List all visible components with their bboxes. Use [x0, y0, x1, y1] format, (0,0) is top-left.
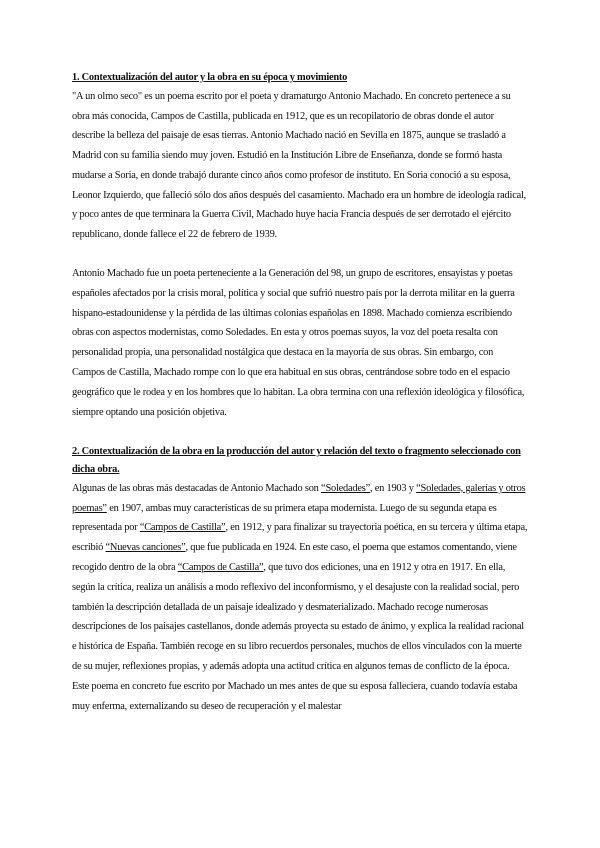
work-title-campos-de-castilla: “Campos de Castilla”: [139, 522, 226, 534]
paragraph-spacer: [72, 245, 528, 264]
section-1-paragraph-2: Antonio Machado fue un poeta perteneciente a la Generación del 98, un grupo de escritores, ensayistas y poetas españoles afectados por la crisis moral, política y social que sufrió nuestro país por la derrota militar en la guerra hispano-estadounidense y la pérdida de las últimas colonias españolas en 1898. Machado comienza escribiendo obras con aspectos modernistas, como Soledades. En esta y otros poemas suyos, la voz del poeta resalta con personalidad propia, una personalidad nostálgica que destaca en la mayoría de sus obras. Sin embargo, con Campos de Castilla, Machado rompe con lo que era habitual en sus obras, centrándose sobre todo en el espacio geográfico que le rodea y en los hombres que lo habitan. La obra termina con una reflexión ideológica y filosófica, siempre optando una posición objetiva.: [72, 268, 525, 418]
section-1-paragraph-1: "A un olmo seco" es un poema escrito por el poeta y dramaturgo Antonio Machado. En concreto pertenece a su obra más conocida, Campos de Castilla, publicada en 1912, que es un recopilatorio de obras donde el autor describe la belleza del paisaje de esas tierras. Antonio Machado nació en Sevilla en 1875, aunque se trasladó a Madrid con su familia siendo muy joven. Estudió en la Institución Libre de Enseñanza, donde se formó hasta mudarse a Soria, en donde trabajó durante cinco años como profesor de instituto. En Soria conoció a su esposa, Leonor Izquierdo, que falleció sólo dos años después del casamiento. Machado era un hombre de ideología radical, y poco antes de que terminara la Guerra Civil, Machado huye hacia Francia después de ser derrotado el ejército republicano, donde fallece el 22 de febrero de 1939.: [72, 90, 527, 241]
work-title-soledades-galerias: “Soledades, galerías y otros poemas”: [72, 482, 526, 514]
section-spacer: [72, 422, 528, 443]
section-2-heading: 2. Contextualización de la obra en la producción del autor y relación del texto o fragmento seleccionado con dicha obra.: [72, 446, 521, 476]
section-1-heading: 1. Contextualización del autor y la obra en su época y movimiento: [72, 72, 348, 83]
document-page: [72, 69, 528, 716]
text-run: Algunas de las obras más destacadas de Antonio Machado son: [72, 482, 322, 494]
text-run: , en 1912, y para finalizar su trayectoria poética, en su tercera y última etapa, escribió: [72, 522, 528, 554]
text-run: , que tuvo dos ediciones, una en 1912 y otra en 1917. En ella, según la crítica, realiza un análisis a modo reflexivo del inconformismo, y el desajuste con la realidad social, pero también la descripción detallada de un paisaje idealizado y desmaterializado. Machado recoge numerosas descripciones de los paisajes castellanos, donde además proyecta su estado de ánimo, y explica la realidad racional e histórica de España. También recoge en su libro recuerdos personales, muchos de ellos vinculados con la muerte de su mujer, reflexiones propias, y además adopta una actitud crítica en algunos temas de conflicto de la época. Este poema en concreto fue escrito por Machado un mes antes de que su esposa falleciera, cuando todavía estaba muy enferma, externalizando su deseo de recuperación y el malestar: [72, 562, 524, 712]
text-run: en 1907, ambas muy características de su primera etapa modernista. Luego de su segunda etapa es representada por: [72, 502, 497, 534]
work-title-soledades: “Soledades”: [321, 482, 370, 494]
text-run: , en 1903 y: [369, 482, 417, 494]
work-title-nuevas-canciones: “Nuevas canciones”: [105, 542, 186, 554]
work-title-campos-de-castilla-2: “Campos de Castilla”: [177, 562, 264, 574]
section-2-paragraph: [72, 479, 528, 717]
text-run: , que fue publicada en 1924. En este caso, el poema que estamos comentando, viene recogido dentro de la obra: [72, 542, 517, 574]
